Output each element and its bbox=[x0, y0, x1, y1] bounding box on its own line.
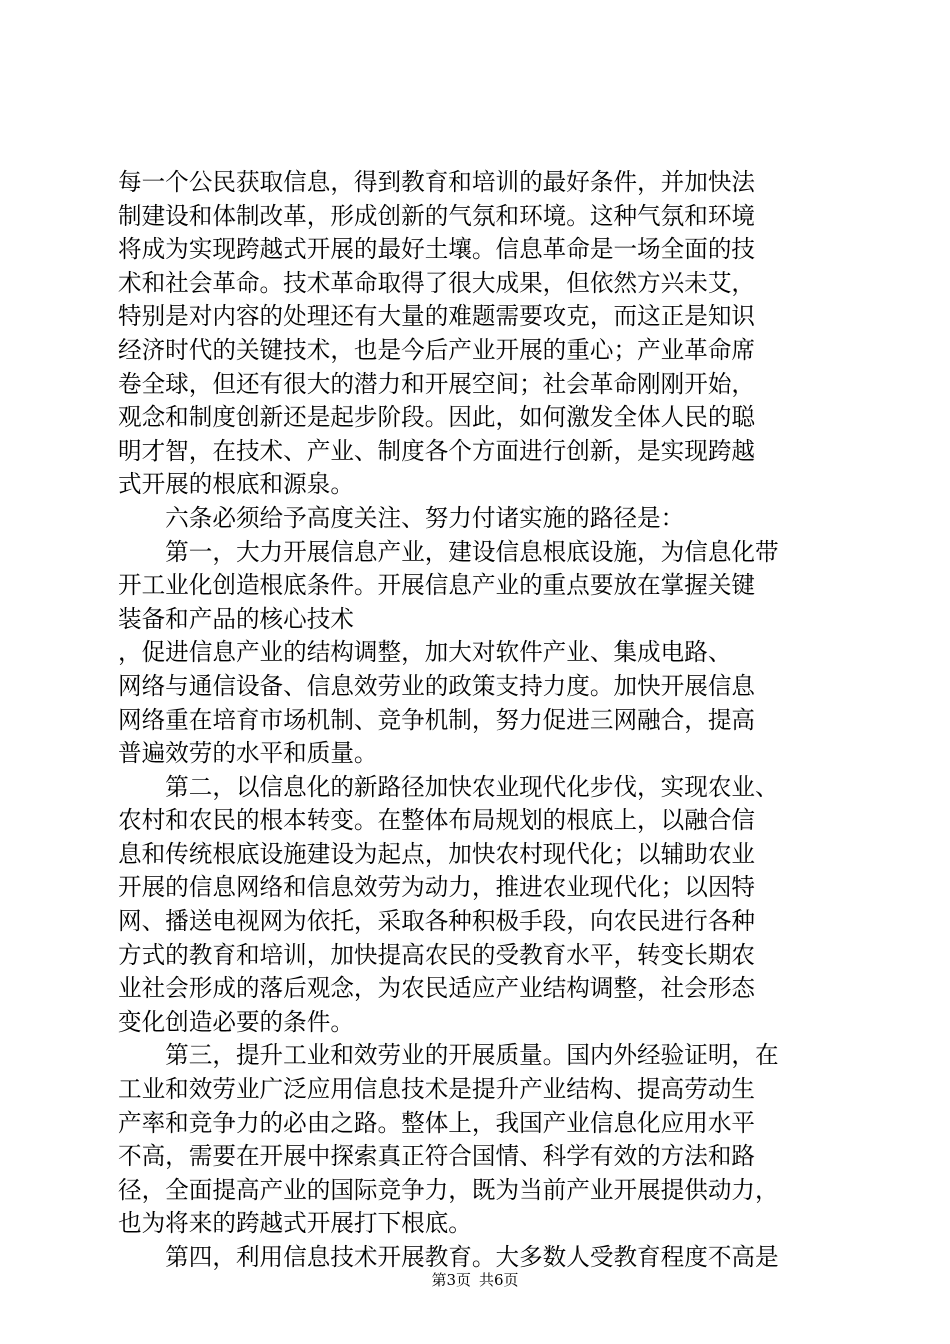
text-line: 术和社会革命。技术革命取得了很大成果，但依然方兴未艾， bbox=[118, 268, 756, 297]
text-line: 也为将来的跨越式开展打下根底。 bbox=[118, 1209, 472, 1238]
text-line: 明才智，在技术、产业、制度各个方面进行创新，是实现跨越 bbox=[118, 436, 756, 465]
text-line: 业社会形成的落后观念，为农民适应产业结构调整，社会形态 bbox=[118, 974, 756, 1003]
text-line: 每一个公民获取信息，得到教育和培训的最好条件，并加快法 bbox=[118, 168, 756, 196]
text-line: 开展的信息网络和信息效劳为动力，推进农业现代化；以因特 bbox=[118, 873, 756, 902]
text-line: 网络与通信设备、信息效劳业的政策支持力度。加快开展信息 bbox=[118, 671, 756, 700]
text-line: 第一，大力开展信息产业，建设信息根底设施，为信息化带 bbox=[118, 537, 779, 566]
text-line: 制建设和体制改革，形成创新的气氛和环境。这种气氛和环境 bbox=[118, 201, 756, 230]
text-line: 观念和制度创新还是起步阶段。因此，如何激发全体人民的聪 bbox=[118, 403, 756, 432]
text-line: 特别是对内容的处理还有大量的难题需要攻克，而这正是知识 bbox=[118, 302, 756, 331]
text-line: 普遍效劳的水平和质量。 bbox=[118, 739, 378, 768]
page-total: 共6页 bbox=[479, 1271, 519, 1289]
text-line: 产率和竞争力的必由之路。整体上，我国产业信息化应用水平 bbox=[118, 1108, 756, 1137]
text-line: 工业和效劳业广泛应用信息技术是提升产业结构、提高劳动生 bbox=[118, 1075, 756, 1104]
text-line: ，促进信息产业的结构调整，加大对软件产业、集成电路、 bbox=[118, 638, 732, 667]
text-line: 不高，需要在开展中探索真正符合国情、科学有效的方法和路 bbox=[118, 1142, 756, 1171]
text-line: 装备和产品的核心技术 bbox=[118, 604, 354, 633]
text-line: 第三，提升工业和效劳业的开展质量。国内外经验证明，在 bbox=[118, 1041, 779, 1070]
page-number: 第3页 bbox=[431, 1271, 471, 1289]
text-line: 式开展的根底和源泉。 bbox=[118, 470, 354, 499]
text-line: 息和传统根底设施建设为起点，加快农村现代化；以辅助农业 bbox=[118, 839, 756, 868]
document-body bbox=[118, 166, 838, 1275]
text-line: 经济时代的关键技术，也是今后产业开展的重心；产业革命席 bbox=[118, 335, 756, 364]
text-line: 方式的教育和培训，加快提高农民的受教育水平，转变长期农 bbox=[118, 940, 756, 969]
text-line: 第二，以信息化的新路径加快农业现代化步伐，实现农业、 bbox=[118, 772, 779, 801]
text-line: 六条必须给予高度关注、努力付诸实施的路径是： bbox=[118, 503, 685, 532]
text-line: 第四，利用信息技术开展教育。大多数人受教育程度不高是 bbox=[118, 1243, 779, 1271]
text-line: 卷全球，但还有很大的潜力和开展空间；社会革命刚刚开始， bbox=[118, 369, 756, 398]
text-line: 变化创造必要的条件。 bbox=[118, 1007, 354, 1036]
text-line: 农村和农民的根本转变。在整体布局规划的根底上，以融合信 bbox=[118, 806, 756, 835]
text-line: 径，全面提高产业的国际竞争力，既为当前产业开展提供动力， bbox=[118, 1175, 779, 1204]
text-line: 网、播送电视网为依托，采取各种积极手段，向农民进行各种 bbox=[118, 907, 756, 936]
text-line: 网络重在培育市场机制、竞争机制，努力促进三网融合，提高 bbox=[118, 705, 756, 734]
text-line: 开工业化创造根底条件。开展信息产业的重点要放在掌握关键 bbox=[118, 571, 756, 600]
page-footer bbox=[0, 1270, 950, 1290]
text-line: 将成为实现跨越式开展的最好土壤。信息革命是一场全面的技 bbox=[118, 235, 756, 264]
